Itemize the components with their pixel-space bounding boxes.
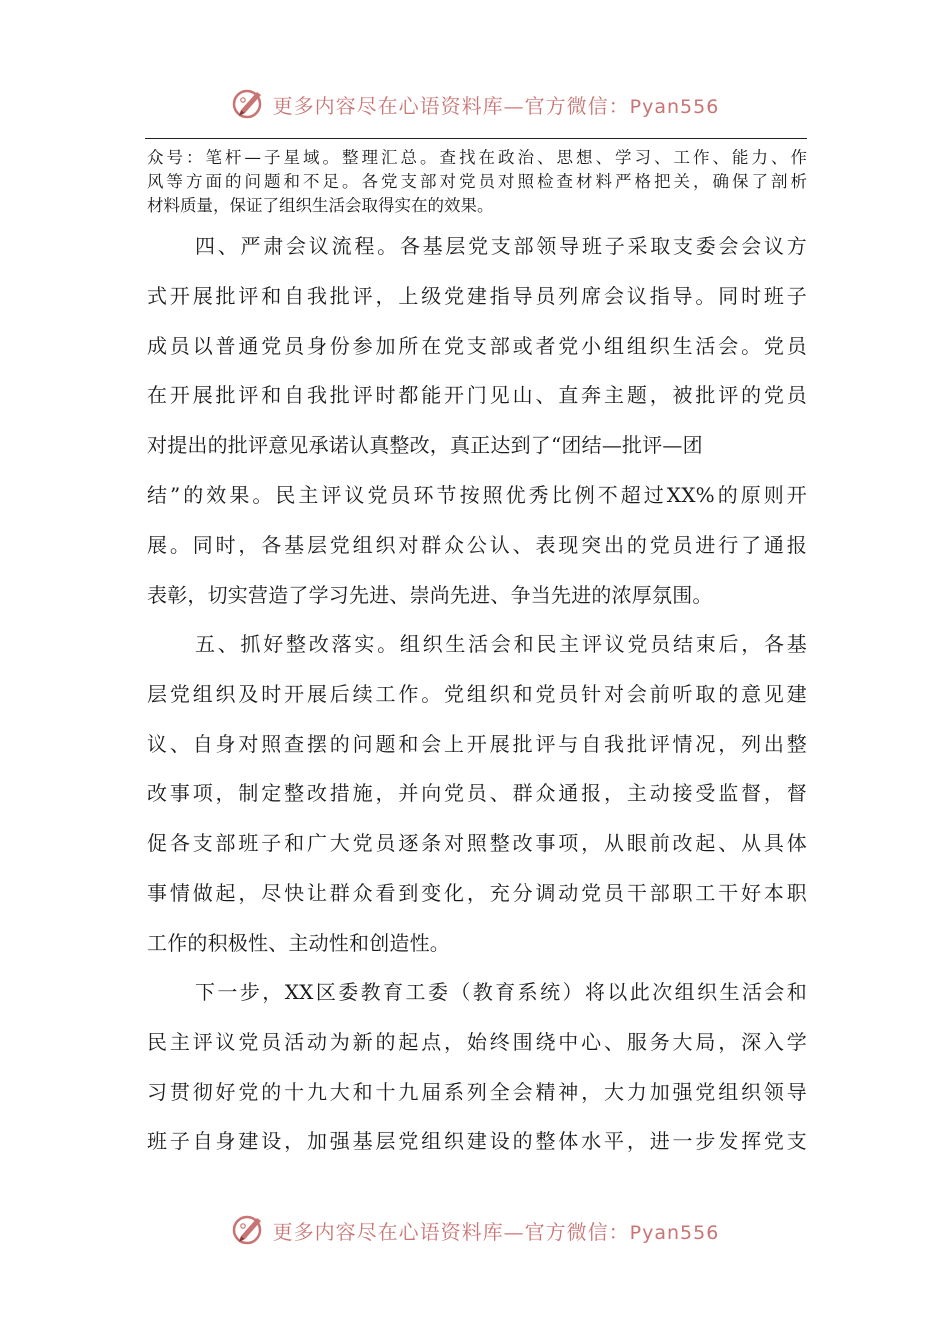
text-line: 下一步，XX区委教育工委（教育系统）将以此次组织生活会和 (195, 980, 807, 1004)
footer-banner (0, 1210, 950, 1250)
text-line: 民主评议党员活动为新的起点，始终围绕中心、服务大局，深入学 (147, 1029, 807, 1054)
text-line: 成员以普通党员身份参加所在党支部或者党小组组织生活会。党员 (147, 333, 807, 358)
text-line: 风等方面的问题和不足。各党支部对党员对照检查材料严格把关，确保了剖析 (147, 172, 807, 191)
pen-logo-icon (231, 86, 267, 122)
wechat-handle: Pyan556 (629, 1221, 720, 1244)
text-line: 对提出的批评意见承诺认真整改，真正达到了“团结—批评—团 (147, 433, 703, 458)
pen-logo-icon (231, 1212, 267, 1248)
paragraph-meeting-process (147, 222, 807, 620)
text-line: 五、抓好整改落实。组织生活会和民主评议党员结束后，各基 (195, 632, 807, 656)
text-line: 事情做起，尽快让群众看到变化，充分调动党员干部职工干好本职 (147, 880, 807, 905)
text-line: 表彰，切实营造了学习先进、崇尚先进、争当先进的浓厚氛围。 (147, 582, 713, 607)
wechat-handle: Pyan556 (629, 95, 720, 118)
header-banner (0, 84, 950, 124)
text-line: 展。同时，各基层党组织对群众公认、表现突出的党员进行了通报 (147, 532, 807, 557)
paragraph-rectification (147, 620, 807, 969)
text-line: 班子自身建设，加强基层党组织建设的整体水平，进一步发挥党支 (147, 1129, 807, 1154)
text-line: 习贯彻好党的十九大和十九届系列全会精神，大力加强党组织领导 (147, 1079, 807, 1104)
text-line: 四、严肃会议流程。各基层党支部领导班子采取支委会会议方 (195, 234, 807, 258)
continuation-paragraph (147, 146, 807, 218)
text-line: 层党组织及时开展后续工作。党组织和党员针对会前听取的意见建 (147, 681, 807, 706)
text-line: 结”的效果。民主评议党员环节按照优秀比例不超过XX%的原则开 (147, 482, 807, 507)
banner-text: 更多内容尽在心语资料库—官方微信：Pyan556 (272, 1219, 720, 1244)
banner-text: 更多内容尽在心语资料库—官方微信：Pyan556 (272, 93, 720, 118)
text-line: 促各支部班子和广大党员逐条对照整改事项，从眼前改起、从具体 (147, 831, 807, 856)
text-line: 材料质量，保证了组织生活会取得实在的效果。 (147, 196, 494, 215)
text-line: 工作的积极性、主动性和创造性。 (147, 930, 450, 955)
text-line: 议、自身对照查摆的问题和会上开展批评与自我批评情况，列出整 (147, 731, 807, 756)
text-line: 在开展批评和自我批评时都能开门见山、直奔主题，被批评的党员 (147, 383, 807, 408)
text-line: 众号：笔杆—子星域。整理汇总。查找在政治、思想、学习、工作、能力、作 (147, 148, 807, 167)
paragraph-next-steps (147, 968, 807, 1167)
text-line: 式开展批评和自我批评，上级党建指导员列席会议指导。同时班子 (147, 283, 807, 308)
header-divider (145, 138, 807, 139)
text-line: 改事项，制定整改措施，并向党员、群众通报，主动接受监督，督 (147, 781, 807, 806)
